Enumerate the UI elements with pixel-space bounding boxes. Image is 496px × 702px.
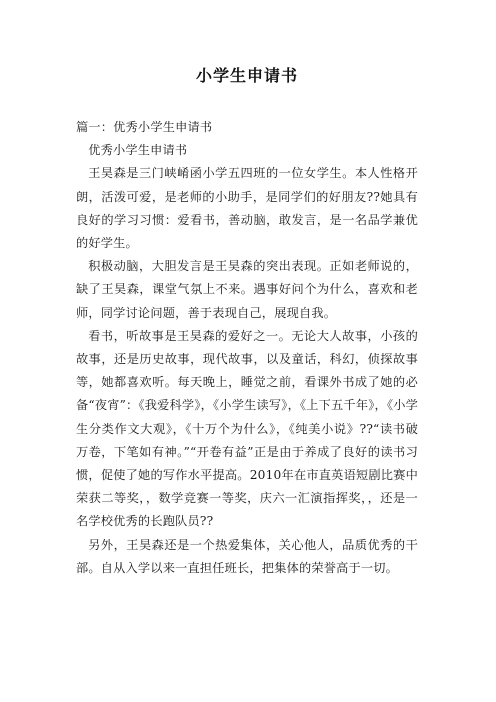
section-heading: 篇一：优秀小学生申请书	[76, 120, 213, 134]
page-title: 小学生申请书	[195, 66, 298, 85]
document-body	[76, 116, 418, 580]
subheading: 优秀小学生申请书	[88, 143, 188, 158]
paragraph: 积极动脑，大胆发言是王昊森的突出表现。正如老师说的，缺了王昊森，课堂气氛上不来。遇事好问个为什么，喜欢和老师，同学讨论问题，善于表现自己，展现自我。	[76, 259, 418, 320]
paragraph: 另外，王昊森还是一个热爱集体，关心他人，品质优秀的干部。自从入学以来一直担任班长，把集体的荣誉高于一切。	[76, 537, 418, 575]
paragraph: 王昊森是三门峡崤函小学五四班的一位女学生。本人性格开朗，活泼可爱，是老师的小助手，是同学们的好朋友??她具有良好的学习习惯：爱看书，善动脑，敢发言，是一名品学兼优的好学生。	[76, 166, 418, 251]
paragraph: 看书，听故事是王昊森的爱好之一。无论大人故事，小孩的故事，还是历史故事，现代故事，以及童话，科幻，侦探故事等，她都喜欢听。每天晚上，睡觉之前，看课外书成了她的必备“夜宵”：《我爱科学》，《小学生读写》，《上下五千年》，《小学生分类作文大观》，《十万个为什么》，《纯美小说》??“读书破万卷，下笔如有神。”“开卷有益”正是由于养成了良好的读书习惯，促使了她的写作水平提高。2010年在市直英语短剧比赛中荣获二等奖，，数学竞赛一等奖，庆六一汇演指挥奖，，还是一名学校优秀的长跑队员??	[76, 328, 418, 529]
